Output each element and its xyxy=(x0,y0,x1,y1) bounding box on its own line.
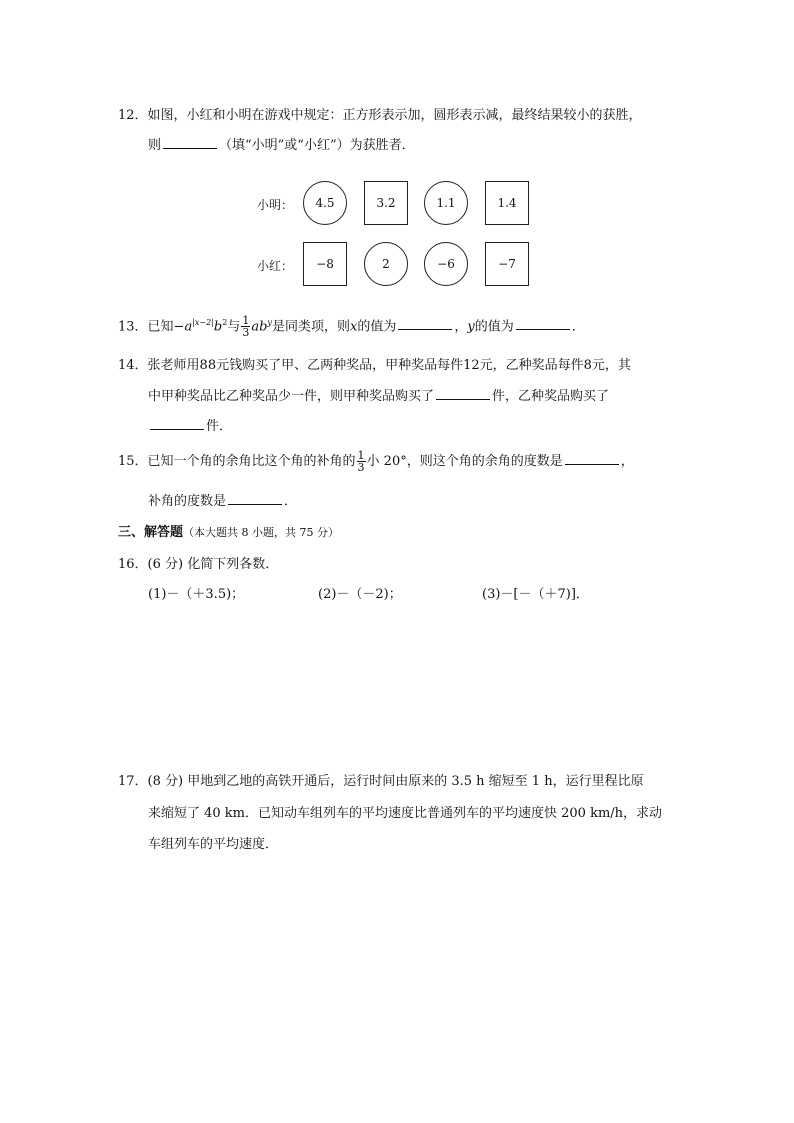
q13-text4: 的值为 xyxy=(474,319,514,335)
q13-term1-exp: |x−2| xyxy=(192,318,214,327)
q16-part3: (3)－[－（＋7)]． xyxy=(482,587,589,602)
q13-text1: 是同类项，则 xyxy=(271,319,350,335)
q12-line2 xyxy=(148,134,415,153)
section3-note: （本大题共 8 小题，共 75 分） xyxy=(183,526,339,539)
q15-frac-num: 1 xyxy=(357,449,365,462)
q12-line2-post: （填“小明”或“小红”）为获胜者． xyxy=(219,138,415,153)
section3-heading xyxy=(118,521,339,540)
xiaohong-square-4 xyxy=(485,242,529,286)
q13-blank-x[interactable] xyxy=(398,317,452,330)
xiaohong-square-1 xyxy=(303,242,347,286)
q13-term2-exp: y xyxy=(267,318,272,327)
q12-line2-pre: 则 xyxy=(148,138,162,153)
q14-line3 xyxy=(148,415,232,434)
q17-line1: 17．(8 分) 甲地到乙地的高铁开通后，运行时间由原来的 3.5 h 缩短至 1 h，运行里程比原 xyxy=(118,774,644,789)
xiaohong-label: 小红： xyxy=(257,259,294,273)
xiaoming-value-1: 4.5 xyxy=(315,196,335,210)
xiaohong-value-4: −7 xyxy=(498,257,516,271)
q13-text3: ， xyxy=(454,319,468,335)
q13-blank-y[interactable] xyxy=(516,317,570,330)
q13-text2: 的值为 xyxy=(357,319,397,335)
q14-blank-yi[interactable] xyxy=(150,417,204,430)
xiaohong-value-3: −6 xyxy=(437,257,455,271)
q13-mid: 与 xyxy=(227,319,241,335)
q14-line2-pre: 中甲种奖品比乙种奖品少一件，则甲种奖品购买了 xyxy=(148,389,435,404)
q14-line2-mid: 件，乙种奖品购买了 xyxy=(492,389,610,404)
xiaoming-circle-1 xyxy=(303,181,347,225)
q16-stem: 16．(6 分) 化简下列各数． xyxy=(118,557,279,572)
q13-term2: ab xyxy=(251,319,268,335)
q13-term1: −a xyxy=(173,319,193,335)
xiaoming-square-4 xyxy=(485,181,529,225)
q13-var-x: x xyxy=(349,319,358,335)
q15-fraction xyxy=(357,450,366,473)
q15-end1: ， xyxy=(620,454,634,469)
q17-line2: 来缩短了 40 km．已知动车组列车的平均速度比普通列车的平均速度快 200 km/h，求动 xyxy=(148,806,663,821)
xiaoming-circle-3 xyxy=(424,181,468,225)
xiaohong-circle-3 xyxy=(424,242,468,286)
q13-pre: 13．已知 xyxy=(118,319,174,335)
q15-line2 xyxy=(148,490,297,509)
xiaoming-value-4: 1.4 xyxy=(497,196,517,210)
q15-blank-complement[interactable] xyxy=(565,452,619,465)
q14-blank-jia[interactable] xyxy=(436,387,490,400)
xiaoming-value-2: 3.2 xyxy=(376,196,396,210)
q13-var-y: y xyxy=(467,319,475,335)
xiaohong-circle-2 xyxy=(364,242,408,286)
q15-line1 xyxy=(118,450,634,473)
q13-fraction xyxy=(241,315,250,338)
q14-line3-post: 件． xyxy=(206,419,233,434)
xiaoming-label: 小明： xyxy=(257,198,294,212)
q16-part1: (1)－（＋3.5)； xyxy=(148,587,245,602)
q16-part2: (2)－（－2)； xyxy=(318,587,402,602)
q12-answer-blank[interactable] xyxy=(163,136,217,149)
q14-line2 xyxy=(148,385,609,404)
q13-term1-b-exp: 2 xyxy=(222,318,228,327)
q17-line3: 车组列车的平均速度． xyxy=(148,837,279,852)
q13-term1-b: b xyxy=(213,319,223,335)
q13-end: ． xyxy=(571,319,585,335)
q15-mid: 小 20°，则这个角的余角的度数是 xyxy=(366,454,563,469)
xiaoming-square-2 xyxy=(364,181,408,225)
q15-line2-pre: 补角的度数是 xyxy=(148,494,227,509)
q13-frac-num: 1 xyxy=(242,314,250,328)
q15-frac-den: 3 xyxy=(357,461,365,474)
xiaohong-value-1: −8 xyxy=(316,257,334,271)
q15-blank-supplement[interactable] xyxy=(228,492,282,505)
section3-title: 三、解答题 xyxy=(118,525,184,540)
q13-line xyxy=(118,314,585,338)
q13-frac-den: 3 xyxy=(242,326,250,340)
xiaoming-value-3: 1.1 xyxy=(436,196,456,210)
xiaohong-value-2: 2 xyxy=(382,257,390,271)
q12-line1: 12．如图，小红和小明在游戏中规定：正方形表示加，圆形表示减，最终结果较小的获胜， xyxy=(118,108,642,123)
q14-line1: 14．张老师用88元钱购买了甲、乙两种奖品，甲种奖品每件12元，乙种奖品每件8元，其 xyxy=(118,358,631,373)
q15-pre: 15．已知一个角的余角比这个角的补角的 xyxy=(118,454,356,469)
q15-line2-post: ． xyxy=(284,494,298,509)
